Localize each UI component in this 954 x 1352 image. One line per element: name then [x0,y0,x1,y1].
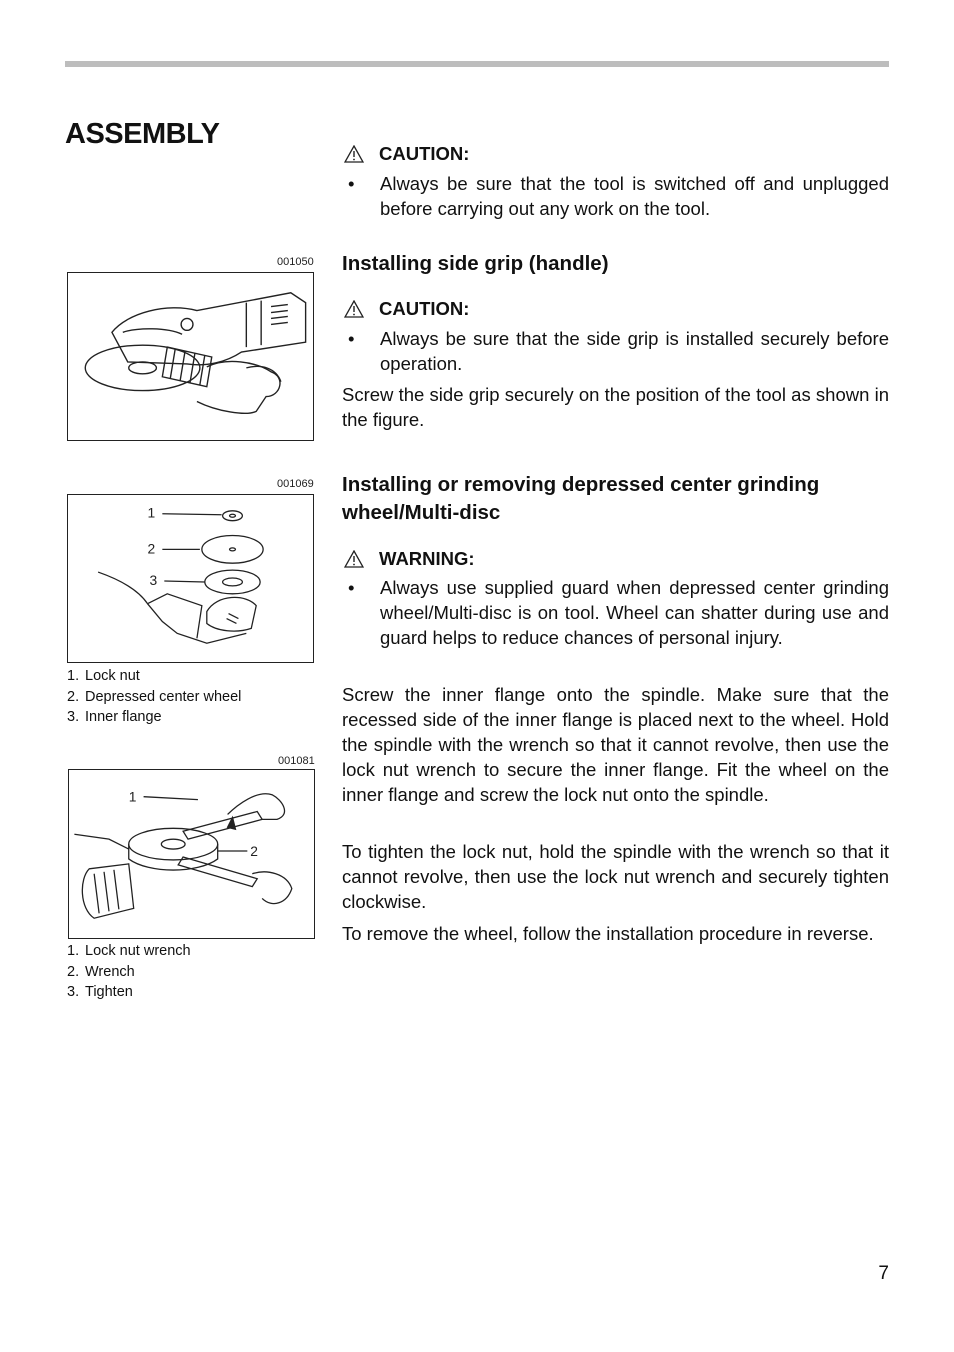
legend-item: 3. Tighten [67,984,133,1000]
paragraph-install-2: To tighten the lock nut, hold the spindle with the wrench so that it cannot revolve, then use the lock nut wrench and securely tighten clockwise. [342,841,889,912]
paragraph-install-1: Screw the inner flange onto the spindle. Make sure that the recessed side of the inner flange is placed next to the wheel. Hold the spindle with the wrench so that it cannot revolve, then use the lock nut wrench to secure the inner flange. Fit the wheel on the inner flange and screw the lock nut onto the spindle. [342,684,889,805]
caution-bullet: • Always be sure that the side grip is installed securely before operation. [348,328,889,374]
callout-2: 2 [147,540,156,557]
side-grip-illustration [68,273,313,440]
figure-side-grip [67,272,314,441]
caution-bullet: • Always be sure that the tool is switched off and unplugged before carrying out any work on the tool. [348,173,889,219]
top-rule [65,61,889,67]
legend-item: 2. Wrench [67,963,135,980]
callout-2: 2 [250,842,259,859]
paragraph-install-3: To remove the wheel, follow the installation procedure in reverse. [342,923,874,944]
wheel-parts-illustration [68,495,313,662]
figure-code: 001069 [277,478,314,490]
lock-nut-wrench-illustration [69,770,314,938]
legend-item: 2. Depressed center wheel [67,688,242,705]
page-number: 7 [878,1263,889,1284]
heading-side-grip: Installing side grip (handle) [342,252,609,275]
callout-1: 1 [147,504,156,521]
warning-triangle-icon [344,550,364,568]
figure-code: 001081 [278,755,315,767]
legend-item: 3. Inner flange [67,709,162,725]
heading-grinding-wheel: Installing or removing depressed center grinding wheel/Multi-disc [342,473,820,524]
paragraph-side-grip: Screw the side grip securely on the position of the tool as shown in the figure. [342,384,889,430]
legend-item: 1. Lock nut wrench [67,943,191,959]
warning-triangle-icon [344,300,364,318]
warning-bullet: • Always use supplied guard when depressed center grinding wheel/Multi-disc is on tool. Wheel can shatter during use and guard helps to reduce chances of personal injury. [348,577,889,648]
section-title: ASSEMBLY [65,118,220,150]
figure-legend-wrench [67,941,191,1003]
caution-label: CAUTION: [342,143,469,165]
legend-item: 1. Lock nut [67,668,140,684]
figure-legend-wheel [67,666,241,728]
callout-1: 1 [128,788,137,805]
figure-lock-nut-wrench [68,769,315,939]
figure-wheel-parts [67,494,314,663]
callout-3: 3 [149,571,158,588]
warning-label: WARNING: [342,548,475,570]
warning-triangle-icon [344,145,364,163]
caution-label: CAUTION: [342,298,469,320]
figure-code: 001050 [277,256,314,268]
